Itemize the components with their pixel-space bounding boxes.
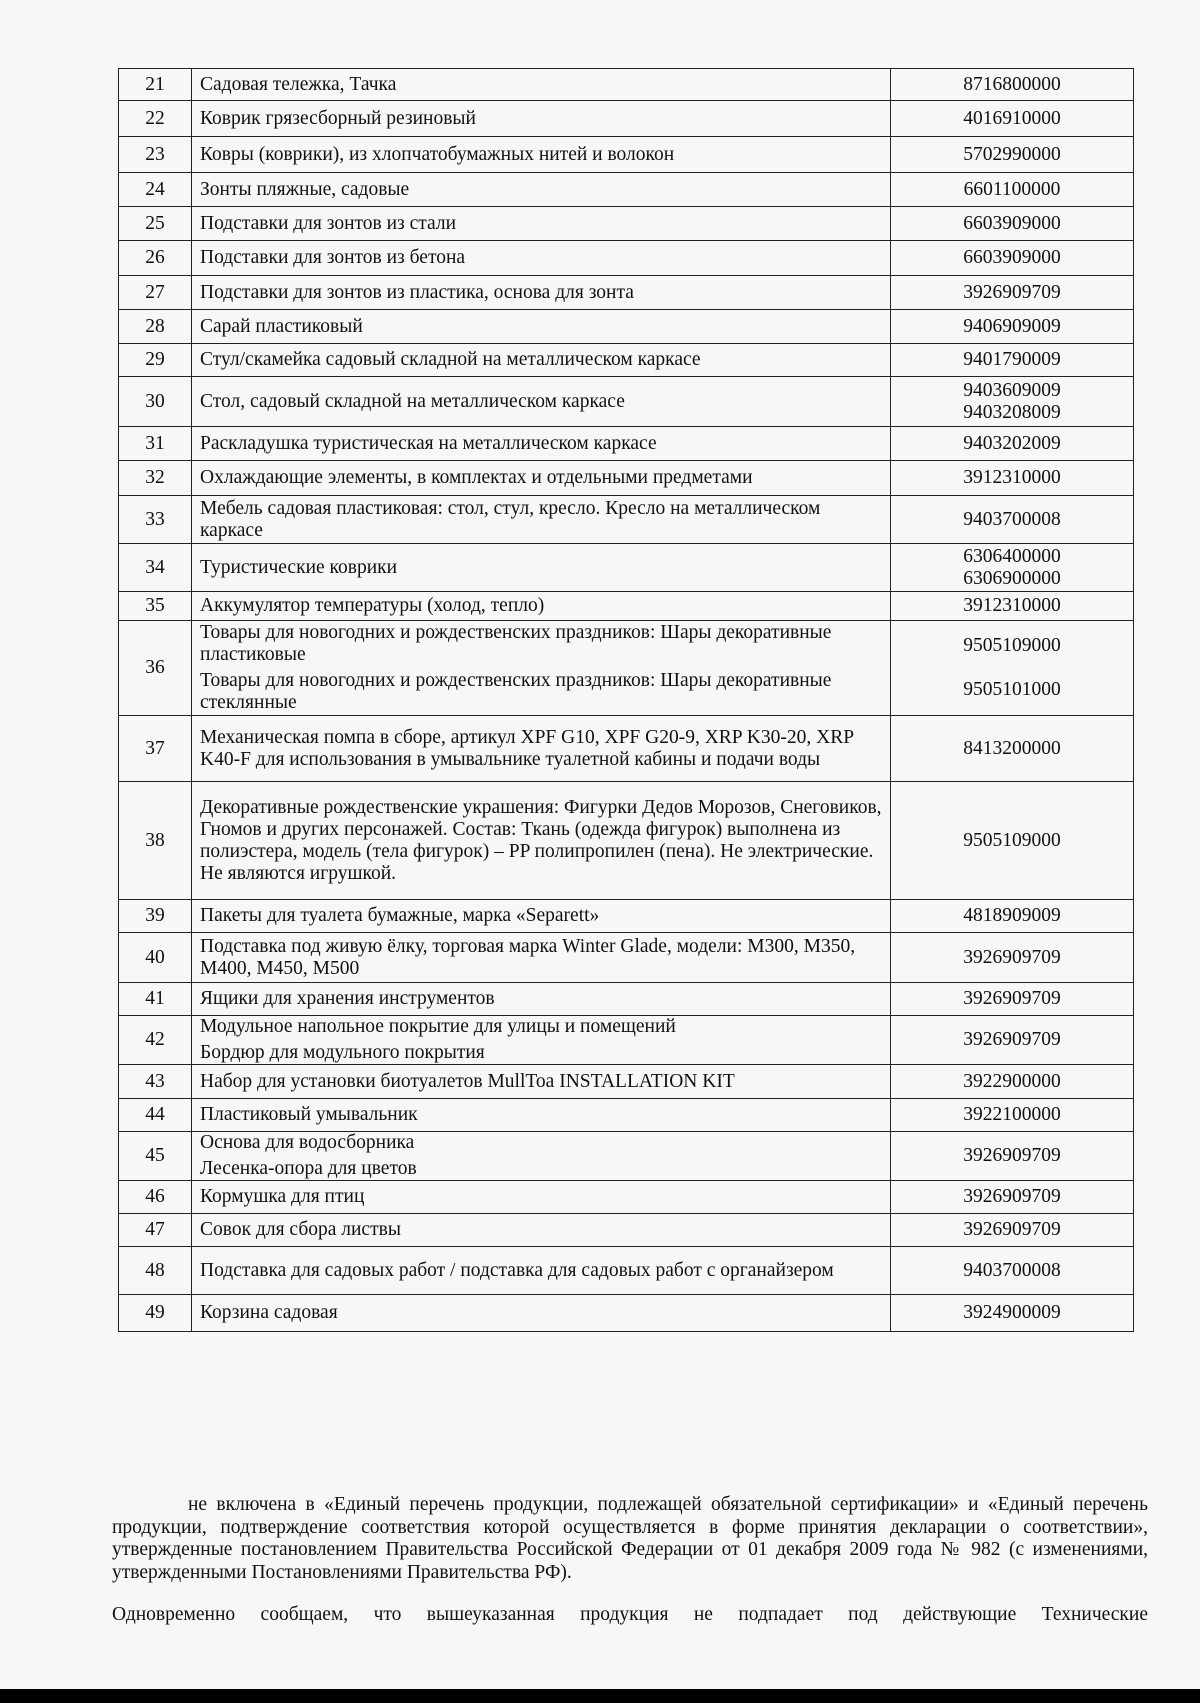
hs-code-value: 3926909709: [963, 1145, 1061, 1166]
table-row: [119, 1065, 1134, 1099]
hs-code-value: 6306400000: [963, 545, 1061, 567]
table-row: [119, 1099, 1134, 1132]
hs-code: [891, 1181, 1134, 1214]
product-name: [192, 137, 891, 173]
row-number: 49: [119, 1295, 192, 1332]
hs-code: [891, 427, 1134, 461]
table-row: [119, 782, 1134, 900]
row-number: 34: [119, 544, 192, 592]
row-number: 45: [119, 1132, 192, 1181]
hs-code-value: 3926909709: [963, 1219, 1061, 1240]
hs-code-value: 9505101000: [963, 679, 1061, 700]
hs-code-value: 3912310000: [963, 595, 1061, 616]
hs-code: [891, 101, 1134, 137]
product-name: [192, 69, 891, 101]
hs-code-value: 9406909009: [963, 315, 1061, 337]
product-name: [192, 983, 891, 1016]
product-name-line: Садовая тележка, Тачка: [200, 73, 397, 95]
hs-code-value: 6603909000: [963, 212, 1061, 234]
table-row: [119, 621, 1134, 716]
hs-code: [891, 207, 1134, 241]
row-number: 35: [119, 592, 192, 621]
hs-code: [891, 69, 1134, 101]
hs-code-value: 9403700008: [963, 1259, 1061, 1281]
product-name: [192, 782, 891, 900]
row-number: 47: [119, 1214, 192, 1247]
product-name-line: Корзина садовая: [200, 1302, 338, 1323]
product-name-line: Модульное напольное покрытие для улицы и помещений: [200, 1016, 676, 1037]
hs-code: [891, 1295, 1134, 1332]
row-number: 33: [119, 496, 192, 544]
hs-code: [891, 461, 1134, 496]
hs-code: [891, 344, 1134, 377]
row-number: 25: [119, 207, 192, 241]
scan-bottom-edge: [0, 1689, 1200, 1703]
hs-code-value: 3926909709: [963, 988, 1061, 1009]
product-name: [192, 1181, 891, 1214]
row-number: 30: [119, 377, 192, 427]
product-name: [192, 377, 891, 427]
row-number: 44: [119, 1099, 192, 1132]
hs-code-value: 3912310000: [963, 467, 1061, 488]
hs-code: [891, 1065, 1134, 1099]
table-row: [119, 716, 1134, 782]
row-number: 28: [119, 310, 192, 344]
table-row: [119, 173, 1134, 207]
hs-code-value: 6306900000: [963, 567, 1061, 589]
hs-code-value: 3926909709: [963, 946, 1061, 968]
product-name: [192, 621, 891, 716]
row-number: 48: [119, 1247, 192, 1295]
hs-code: [891, 592, 1134, 621]
table-row: [119, 137, 1134, 173]
row-number: 37: [119, 716, 192, 782]
product-name-line: Зонты пляжные, садовые: [200, 178, 410, 200]
row-number: 24: [119, 173, 192, 207]
row-number: 27: [119, 276, 192, 310]
table-row: [119, 276, 1134, 310]
table-row: [119, 1181, 1134, 1214]
row-number: 31: [119, 427, 192, 461]
row-number: 29: [119, 344, 192, 377]
product-name-line: Товары для новогодних и рождественских праздников: Шары декоративные пластиковые: [200, 622, 832, 665]
product-name-line: Совок для сбора листвы: [200, 1219, 401, 1240]
product-name-line: Туристические коврики: [200, 556, 398, 578]
table-row: [119, 310, 1134, 344]
table-row: [119, 1214, 1134, 1247]
product-name: [192, 1247, 891, 1295]
table-row: [119, 101, 1134, 137]
table-row: [119, 344, 1134, 377]
hs-code-value: 3926909709: [963, 1186, 1061, 1207]
product-name-line: Мебель садовая пластиковая: стол, стул, кресло. Кресло на металлическом каркасе: [200, 497, 821, 541]
hs-code: [891, 782, 1134, 900]
row-number: 40: [119, 933, 192, 983]
product-name-line: Аккумулятор температуры (холод, тепло): [200, 595, 545, 616]
product-name-line: Бордюр для модульного покрытия: [200, 1042, 485, 1063]
row-number: 41: [119, 983, 192, 1016]
product-name-line: Коврик грязесборный резиновый: [200, 107, 476, 129]
row-number: 39: [119, 900, 192, 933]
product-name: [192, 1099, 891, 1132]
product-name-line: Подставка для садовых работ / подставка для садовых работ с органайзером: [200, 1259, 834, 1281]
hs-code-value: 8413200000: [963, 737, 1061, 759]
hs-code: [891, 1247, 1134, 1295]
hs-code-value: 9403609009: [963, 379, 1061, 401]
hs-code: [891, 276, 1134, 310]
product-name-line: Стол, садовый складной на металлическом каркасе: [200, 390, 625, 412]
product-name: [192, 496, 891, 544]
product-name: [192, 276, 891, 310]
product-name: [192, 461, 891, 496]
product-name-line: Подставки для зонтов из пластика, основа для зонта: [200, 281, 634, 303]
table-row: [119, 1016, 1134, 1065]
row-number: 23: [119, 137, 192, 173]
hs-code: [891, 1214, 1134, 1247]
product-name: [192, 1214, 891, 1247]
hs-code-value: 3922900000: [963, 1070, 1061, 1092]
hs-code-value: 6601100000: [963, 178, 1061, 200]
product-name: [192, 207, 891, 241]
table-row: [119, 241, 1134, 276]
product-name-line: Подставки для зонтов из бетона: [200, 247, 466, 268]
product-name: [192, 310, 891, 344]
hs-code-value: 9403700008: [963, 508, 1061, 530]
hs-code: [891, 1099, 1134, 1132]
product-name-line: Кормушка для птиц: [200, 1186, 365, 1207]
product-name-line: Лесенка-опора для цветов: [200, 1158, 417, 1179]
product-name-line: Основа для водосборника: [200, 1132, 415, 1153]
table-row: [119, 592, 1134, 621]
hs-code-value: 4818909009: [963, 905, 1061, 926]
product-name-line: Подставка под живую ёлку, торговая марка Winter Glade, модели: M300, M350, M400, M450, M500: [200, 935, 856, 979]
product-name: [192, 344, 891, 377]
product-name: [192, 241, 891, 276]
hs-code-value: 3924900009: [963, 1302, 1061, 1323]
hs-code-value: 9403202009: [963, 432, 1061, 454]
table-row: [119, 1247, 1134, 1295]
product-name: [192, 592, 891, 621]
product-name: [192, 933, 891, 983]
row-number: 32: [119, 461, 192, 496]
hs-code: [891, 310, 1134, 344]
table-row: [119, 69, 1134, 101]
product-name-line: Пластиковый умывальник: [200, 1104, 418, 1125]
hs-code-value: 3922100000: [963, 1104, 1061, 1125]
table-row: [119, 461, 1134, 496]
product-name-line: Сарай пластиковый: [200, 315, 363, 337]
table-row: [119, 1295, 1134, 1332]
hs-code-value: 3926909709: [963, 281, 1061, 303]
row-number: 26: [119, 241, 192, 276]
hs-code-value: 3926909709: [963, 1029, 1061, 1050]
hs-code: [891, 173, 1134, 207]
paragraph-certification: не включена в «Единый перечень продукции, подлежащей обязательной сертификации» и «Единый перечень продукции, подтверждение соответствия которой осуществляется в форме принятия декларации о соответствии», утвержденные постановлением Правительства Российской Федерации от 01 декабря 2009 года № 982 (с изменениями, утвержденными Постановлениями Правительства РФ).: [112, 1494, 1148, 1583]
hs-code-value: 8716800000: [963, 73, 1061, 95]
row-number: 36: [119, 621, 192, 716]
hs-code-value: 9403208009: [963, 401, 1061, 423]
product-name-line: Механическая помпа в сборе, артикул XPF G10, XPF G20-9, XRP K30-20, XRP K40-F для использования в умывальнике туалетной кабины и подачи воды: [200, 726, 854, 770]
hs-code: [891, 900, 1134, 933]
product-name: [192, 1132, 891, 1181]
hs-code: [891, 621, 1134, 716]
product-name-line: Пакеты для туалета бумажные, марка «Separett»: [200, 905, 600, 926]
row-number: 22: [119, 101, 192, 137]
hs-code: [891, 496, 1134, 544]
paragraph-notice: Одновременно сообщаем, что вышеуказанная продукция не подпадает под действующие Технические: [112, 1604, 1148, 1625]
row-number: 21: [119, 69, 192, 101]
table-row: [119, 496, 1134, 544]
product-name: [192, 101, 891, 137]
hs-code: [891, 377, 1134, 427]
row-number: 38: [119, 782, 192, 900]
hs-code: [891, 241, 1134, 276]
hs-code-value: 5702990000: [963, 143, 1061, 165]
product-name-line: Ящики для хранения инструментов: [200, 988, 495, 1009]
product-name: [192, 900, 891, 933]
hs-code: [891, 137, 1134, 173]
product-name-line: Декоративные рождественские украшения: Фигурки Дедов Морозов, Снеговиков, Гномов и других персонажей. Состав: Ткань (одежда фигурок) выполнена из полиэстера, модель (тела фигурок) – PP полипропилен (пена). Не электрические. Не являются игрушкой.: [200, 796, 882, 884]
product-name: [192, 427, 891, 461]
product-name: [192, 1016, 891, 1065]
hs-code-value: 9505109000: [963, 635, 1061, 656]
row-number: 42: [119, 1016, 192, 1065]
hs-code: [891, 983, 1134, 1016]
hs-code: [891, 1016, 1134, 1065]
table-row: [119, 207, 1134, 241]
product-name-line: Набор для установки биотуалетов MullToa INSTALLATION KIT: [200, 1070, 735, 1092]
table-row: [119, 983, 1134, 1016]
product-name-line: Подставки для зонтов из стали: [200, 212, 457, 234]
table-row: [119, 544, 1134, 592]
table-row: [119, 1132, 1134, 1181]
product-name: [192, 173, 891, 207]
hs-code: [891, 933, 1134, 983]
product-name: [192, 1065, 891, 1099]
product-name-line: Товары для новогодних и рождественских праздников: Шары декоративные стеклянные: [200, 670, 832, 713]
hs-code: [891, 1132, 1134, 1181]
hs-code-value: 6603909000: [963, 247, 1061, 268]
hs-code-value: 9401790009: [963, 349, 1061, 370]
table-row: [119, 427, 1134, 461]
product-name: [192, 544, 891, 592]
table-row: [119, 377, 1134, 427]
product-name: [192, 716, 891, 782]
row-number: 43: [119, 1065, 192, 1099]
hs-code-value: 9505109000: [963, 829, 1061, 851]
product-name-line: Раскладушка туристическая на металлическом каркасе: [200, 432, 657, 454]
product-name-line: Ковры (коврики), из хлопчатобумажных нитей и волокон: [200, 143, 675, 165]
table-row: [119, 933, 1134, 983]
hs-code: [891, 544, 1134, 592]
table-row: [119, 900, 1134, 933]
product-name-line: Охлаждающие элементы, в комплектах и отдельными предметами: [200, 467, 753, 488]
hs-code: [891, 716, 1134, 782]
row-number: 46: [119, 1181, 192, 1214]
product-table: [118, 68, 1134, 1332]
product-name-line: Стул/скамейка садовый складной на металлическом каркасе: [200, 349, 701, 370]
hs-code-value: 4016910000: [963, 107, 1061, 129]
product-name: [192, 1295, 891, 1332]
